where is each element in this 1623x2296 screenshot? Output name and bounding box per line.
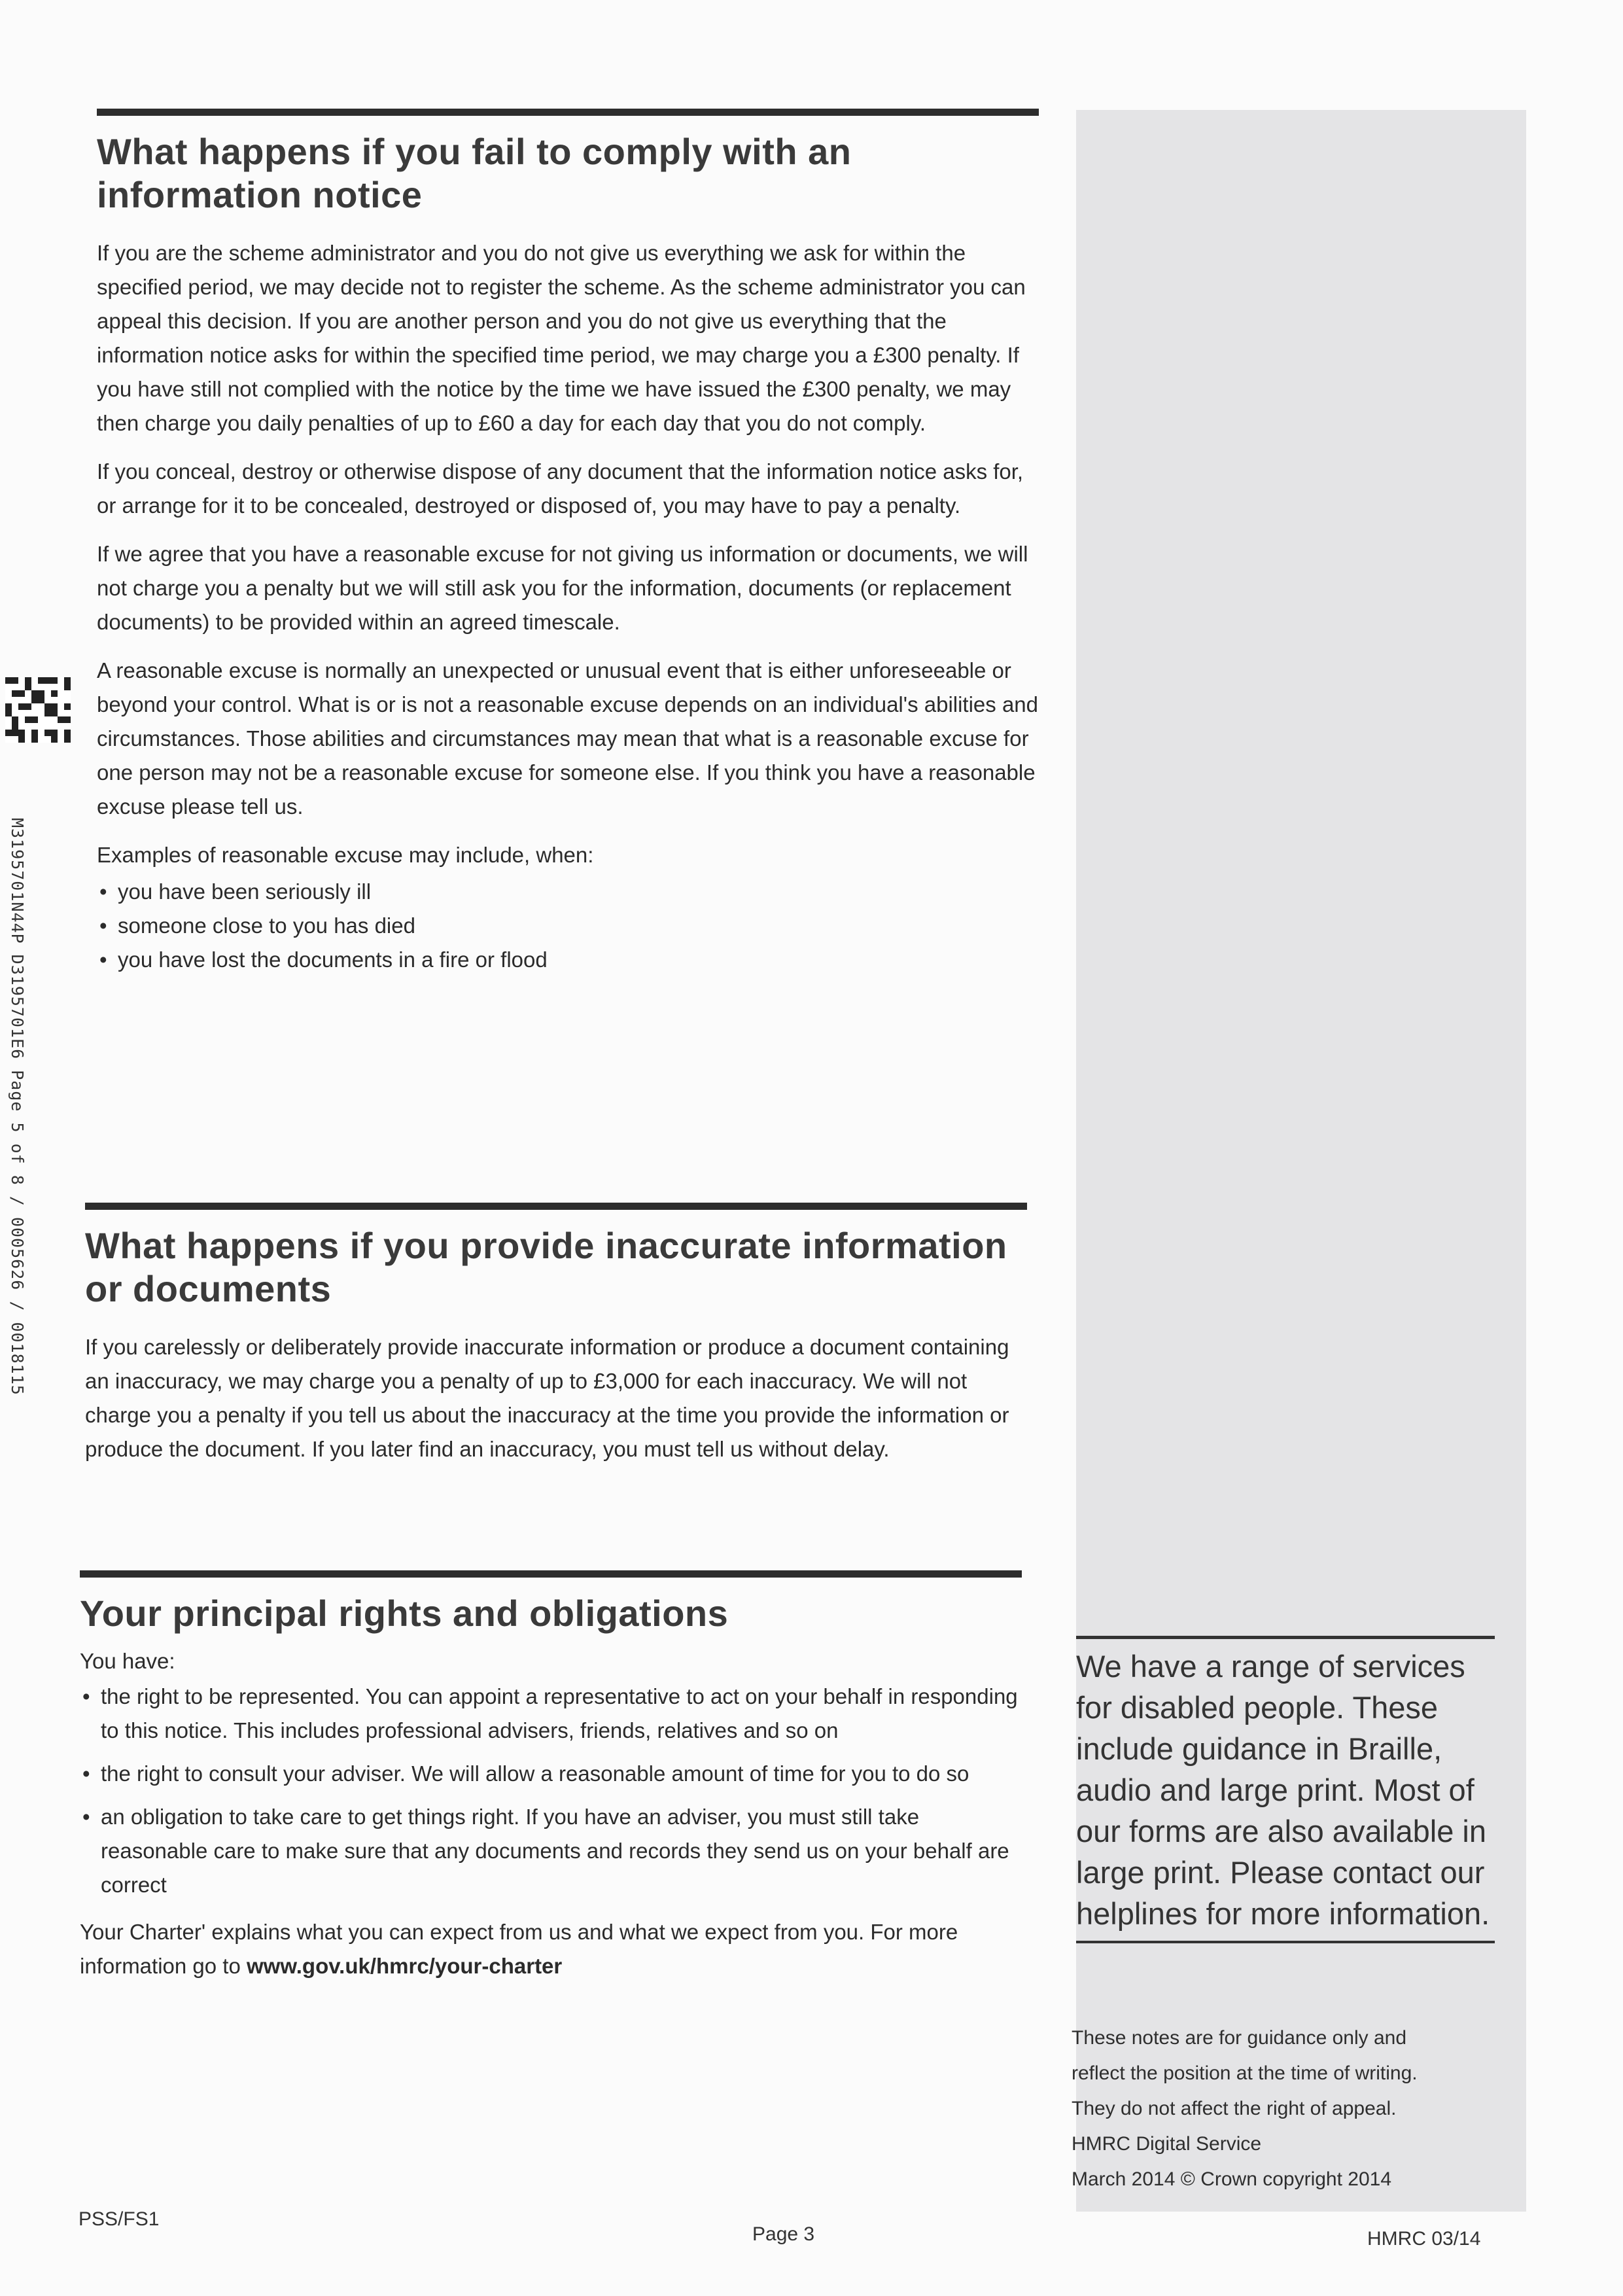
paragraph: If we agree that you have a reasonable excuse for not giving us information or documents, we will not charge you a penalty but we will still ask you for the information, documents (or replacement documents) to be provided within an agreed timescale. (97, 542, 1028, 634)
section-rule (80, 1570, 1022, 1578)
section-title: What happens if you provide inaccurate information or documents (85, 1225, 1007, 1309)
list-item: • an obligation to take care to get things right. If you have an adviser, you must still take reasonable care to make sure that any documents and records they send us on your behalf are correct (80, 1800, 1022, 1902)
rights-intro: You have: (80, 1649, 175, 1673)
section-rights-obligations (80, 1570, 1022, 1998)
section-title: What happens if you fail to comply with an information notice (97, 131, 852, 215)
paragraph: Examples of reasonable excuse may include, when: (97, 843, 594, 867)
callout-top-rule (1076, 1636, 1495, 1639)
excuse-list (97, 875, 1039, 977)
form-version: HMRC 03/14 (1367, 2228, 1481, 2250)
charter-paragraph (80, 1915, 1022, 1983)
paragraph: A reasonable excuse is normally an unexpected or unusual event that is either unforeseeable or beyond your control. What is or is not a reasonable excuse depends on an individual's abilities and circumstances. Those abilities and circumstances may mean that what is a reasonable excuse for one person may not be a reasonable excuse for someone else. If you think you have a reasonable excuse please tell us. (97, 658, 1039, 819)
margin-code-text: M3195701N44P D3195701E6 Page 5 of 8 / 0005626 / 0018115 (8, 818, 27, 1396)
charter-link[interactable]: www.gov.uk/hmrc/your-charter (246, 1954, 563, 1978)
list-item: • you have lost the documents in a fire or flood (97, 943, 1039, 977)
list-item: • you have been seriously ill (97, 875, 1039, 909)
form-code: PSS/FS1 (79, 2208, 160, 2230)
rights-list (80, 1680, 1022, 1902)
callout-bottom-rule (1076, 1941, 1495, 1943)
notes-line: reflect the position at the time of writing. (1072, 2062, 1418, 2084)
paragraph: If you conceal, destroy or otherwise dispose of any document that the information notice asks for, or arrange for it to be concealed, destroyed or disposed of, you may have to pay a penalty. (97, 459, 1024, 518)
notes-line: March 2014 © Crown copyright 2014 (1072, 2168, 1392, 2190)
charter-text: Your Charter' explains what you can expect from us and what we expect from you. For more information go to (80, 1920, 958, 1978)
paragraph: If you are the scheme administrator and you do not give us everything we ask for within the specified period, we may decide not to register the scheme. As the scheme administrator you can appeal this decision. If you are another person and you do not give us everything that the information notice asks for within the specified time period, we may charge you a £300 penalty. If you have still not complied with the notice by the time we have issued the £300 penalty, we may then charge you daily penalties of up to £60 a day for each day that you do not comply. (97, 241, 1026, 435)
section-rule (85, 1203, 1027, 1210)
section-fail-to-comply (97, 109, 1039, 990)
paragraph: If you carelessly or deliberately provide inaccurate information or produce a document containing an inaccuracy, we may charge you a penalty of up to £3,000 for each inaccuracy. We will not charge you a penalty if you tell us about the inaccuracy at the time you provide the information or produce the document. If you later find an inaccuracy, you must tell us without delay. (85, 1335, 1009, 1461)
notes-line: They do not affect the right of appeal. (1072, 2098, 1397, 2119)
list-item: • the right to be represented. You can appoint a representative to act on your behalf in responding to this notice. This includes professional advisers, friends, relatives and so on (80, 1680, 1022, 1748)
qr-code-icon (5, 677, 71, 743)
callout-text: We have a range of services for disabled people. These include guidance in Braille, audio and large print. Most of our forms are also available in large print. Please contact our helplines for more information. (1076, 1649, 1490, 1931)
notes-line: These notes are for guidance only and (1072, 2027, 1407, 2049)
disability-services-callout (1076, 1636, 1495, 1950)
section-rule (97, 109, 1039, 116)
page-number: Page 3 (752, 2223, 815, 2245)
notes-line: HMRC Digital Service (1072, 2133, 1262, 2155)
margin-reference-code (0, 818, 37, 1505)
section-title: Your principal rights and obligations (80, 1593, 729, 1634)
section-inaccurate-information (85, 1203, 1027, 1481)
guidance-notes (1072, 2021, 1503, 2197)
list-item: • the right to consult your adviser. We will allow a reasonable amount of time for you to do so (80, 1757, 1022, 1791)
list-item: • someone close to you has died (97, 909, 1039, 943)
